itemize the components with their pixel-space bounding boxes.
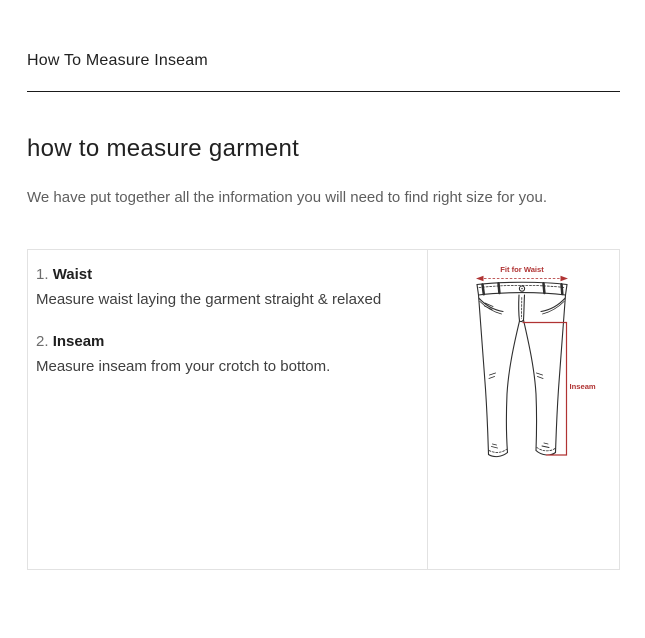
inseam-annotation-label: Inseam <box>569 382 596 391</box>
instruction-label: Inseam <box>52 333 105 350</box>
title-divider <box>27 91 620 92</box>
instruction-waist <box>36 262 419 312</box>
section-subtitle: We have put together all the information you will need to find right size for you. <box>27 189 548 206</box>
page-title: How To Measure Inseam <box>27 52 208 69</box>
instruction-number: 2. <box>36 333 49 350</box>
diagram-cell <box>428 250 622 569</box>
measure-guide-table <box>27 249 620 570</box>
instruction-description: Measure waist laying the garment straight & relaxed <box>36 291 382 308</box>
jeans-diagram <box>462 259 622 471</box>
ankle-wrinkles <box>492 443 550 448</box>
inseam-annotation <box>523 323 567 456</box>
instruction-description: Measure inseam from your crotch to bottom. <box>36 358 331 375</box>
instruction-label: Waist <box>52 266 93 283</box>
instructions-cell <box>28 250 428 569</box>
jeans-outline <box>477 282 567 456</box>
waist-arrow-left-icon <box>476 276 484 282</box>
waist-annotation-label: Fit for Waist <box>500 265 544 274</box>
instruction-number: 1. <box>36 266 49 283</box>
waist-arrow-right-icon <box>561 276 569 282</box>
instruction-inseam <box>36 329 419 379</box>
section-heading: how to measure garment <box>27 135 300 162</box>
